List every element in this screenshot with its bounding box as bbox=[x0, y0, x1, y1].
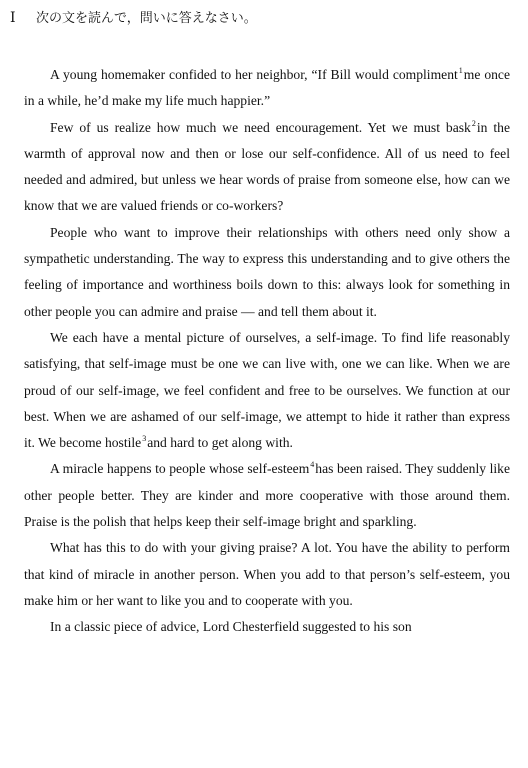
paragraph-4-text-a: We each have a mental picture of ourselves, a self-image. To find life reasonably satisfying, that self-image must be one we can live with, one we can like. When we are proud of our self-image, we feel confident and free to be ourselves. We function at our best. When we are ashamed of our self-image, we attempt to hide it rather than express it. We become hostile bbox=[24, 329, 510, 451]
footnote-marker-1: 1 bbox=[458, 66, 463, 75]
footnote-marker-2: 2 bbox=[471, 118, 476, 128]
paragraph-1-text-a: A young homemaker confided to her neighbor, “If Bill would compliment bbox=[50, 67, 458, 82]
paragraph-4 bbox=[24, 325, 510, 456]
section-number: I bbox=[10, 10, 16, 26]
paragraph-2 bbox=[24, 115, 510, 220]
paragraph-3: People who want to improve their relationships with others need only show a sympathetic understanding. The way to express this understanding and to give others the feeling of importance and worthiness boils down to this: always look for something in other people you can admire and praise — and tell them about it. bbox=[24, 224, 510, 319]
paragraph-1 bbox=[24, 62, 510, 115]
paragraph-4-text-b: and hard to get along with. bbox=[147, 435, 293, 451]
section-instruction: 次の文を読んで，問いに答えなさい。 bbox=[36, 11, 257, 26]
paragraph-6: What has this to do with your giving praise? A lot. You have the ability to perform that kind of miracle in another person. When you add to that person’s self-esteem, you make him or her want to like you and to cooperate with you. bbox=[24, 540, 510, 608]
paragraph-5-text-a: A miracle happens to people whose self-esteem bbox=[50, 461, 310, 477]
section-header bbox=[10, 8, 257, 29]
paragraph-1-text-b: me once in a while, he’d make my life much happier.” bbox=[24, 67, 510, 109]
paragraph-5-text-b: has been raised. They suddenly like other people better. They are kinder and more cooperative with those around them. Praise is the polish that helps keep their self-image bright and sparkling. bbox=[24, 461, 510, 530]
footnote-marker-3: 3 bbox=[142, 434, 147, 444]
paragraph-7: In a classic piece of advice, Lord Chesterfield suggested to his son bbox=[50, 619, 412, 635]
footnote-marker-4: 4 bbox=[310, 460, 315, 470]
paragraph-2-text-b: in the warmth of approval now and then or lose our self-confidence. All of us need to feel needed and admired, but unless we hear words of praise from someone else, how can we know that we are valued friends or co-workers? bbox=[24, 119, 510, 214]
paragraph-2-text-a: Few of us realize how much we need encouragement. Yet we must bask bbox=[50, 119, 471, 135]
reading-passage bbox=[24, 62, 510, 641]
paragraph-5 bbox=[24, 456, 510, 535]
